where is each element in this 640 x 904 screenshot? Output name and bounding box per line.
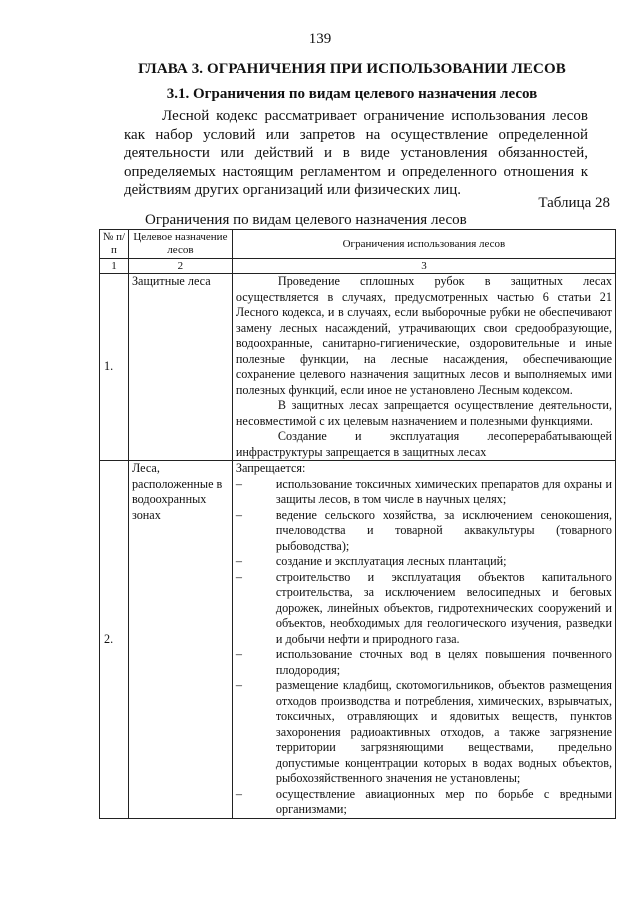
column-number: 2: [128, 259, 232, 274]
restrictions-table: [99, 229, 616, 819]
restriction-item: [236, 508, 612, 555]
restriction-paragraph: Создание и эксплуатация лесоперерабатывающей инфраструктуры запрещается в защитных лесах: [235, 429, 612, 459]
dash-marker: –: [235, 507, 242, 522]
restriction-item-text: строительство и эксплуатация объектов капитального строительства, за исключением велосипедных и беговых дорожек, линейных объектов, гидротехнических сооружений и объектов, необходимых для геологического изучения, разведки и добычи нефти и природного газа.: [275, 569, 612, 646]
table-row: [100, 461, 616, 819]
table-row: [100, 274, 616, 461]
chapter-title: ГЛАВА 3. ОГРАНИЧЕНИЯ ПРИ ИСПОЛЬЗОВАНИИ ЛЕСОВ: [138, 61, 566, 77]
header-number: № п/п: [100, 230, 129, 259]
restriction-item: [236, 647, 612, 678]
restriction-item-text: создание и эксплуатация лесных плантаций;: [275, 554, 507, 568]
dash-marker: –: [235, 554, 242, 568]
dash-marker: –: [235, 476, 242, 491]
row-restrictions: [232, 461, 615, 819]
header-purpose: Целевое назначение лесов: [128, 230, 232, 259]
dash-marker: –: [235, 647, 242, 661]
table-number: Таблица 28: [538, 195, 610, 211]
row-number: 1.: [100, 274, 129, 461]
row-number: 2.: [100, 461, 129, 819]
restriction-item-text: размещение кладбищ, скотомогильников, объектов размещения отходов производства и потребления, химических, взрывчатых, токсичных, отравляющих и ядовитых веществ, пунктов захоронения радиоактивных отходов, а также загрязнение территории загрязняющими веществами, предельно допустимые концентрации которых в водах водных объектов, рыбохозяйственного значения не установлены;: [275, 678, 612, 785]
dash-marker: –: [235, 786, 242, 801]
restriction-item: [236, 570, 612, 648]
row-category: Леса, расположенные в водоохранных зонах: [128, 461, 232, 819]
restriction-item-text: осуществление авиационных мер по борьбе с вредными организмами;: [275, 786, 612, 816]
restriction-item-text: использование сточных вод в целях повышения почвенного плодородия;: [275, 647, 612, 677]
section-title: 3.1. Ограничения по видам целевого назначения лесов: [166, 86, 538, 102]
restriction-item-text: использование токсичных химических препаратов для охраны и защиты лесов, в том числе в научных целях;: [275, 476, 612, 506]
restriction-item: [236, 477, 612, 508]
intro-paragraph: [124, 107, 588, 200]
dash-marker: –: [235, 569, 242, 584]
column-numbers-row: [100, 259, 616, 274]
page-number: 139: [308, 31, 332, 47]
table-header-row: [100, 230, 616, 259]
restriction-lead: Запрещается:: [235, 461, 306, 475]
intro-text: Лесной кодекс рассматривает ограничение использования лесов как набор условий или запретов на осуществление определенной деятельности или действий и в виде установления обязанностей, определяемых настоящим регламентом и определенного отношения к действиям других организаций или физических лиц.: [124, 108, 588, 198]
restriction-item: [236, 554, 612, 570]
restriction-paragraph: В защитных лесах запрещается осуществление деятельности, несовместимой с их целевым назначением и полезными функциями.: [235, 398, 612, 428]
table-caption: Ограничения по видам целевого назначения лесов: [145, 212, 467, 228]
row-restrictions: [232, 274, 615, 461]
column-number: 1: [100, 259, 129, 274]
restriction-paragraph: Проведение сплошных рубок в защитных лесах осуществляется в случаях, предусмотренных частью 6 статьи 21 Лесного кодекса, и в случаях, если выборочные рубки не обеспечивают замену лесных насаждений, утрачивающих свои средообразующие, водоохранные, санитарно-гигиенические, оздоровительные и иные полезные функции, на лесные насаждения, обеспечивающие сохранение целевого назначения защитных лесов и выполняемых ими полезных функций, если иное не установлено Лесным кодексом.: [235, 274, 612, 397]
restriction-item-text: ведение сельского хозяйства, за исключением сенокошения, пчеловодства и товарной аквакультуры (товарного рыбоводства);: [275, 507, 612, 553]
dash-marker: –: [235, 678, 242, 692]
restriction-item: [236, 787, 612, 818]
header-restrictions: Ограничения использования лесов: [232, 230, 615, 259]
restriction-item: [236, 678, 612, 787]
row-category: Защитные леса: [128, 274, 232, 461]
column-number: 3: [232, 259, 615, 274]
